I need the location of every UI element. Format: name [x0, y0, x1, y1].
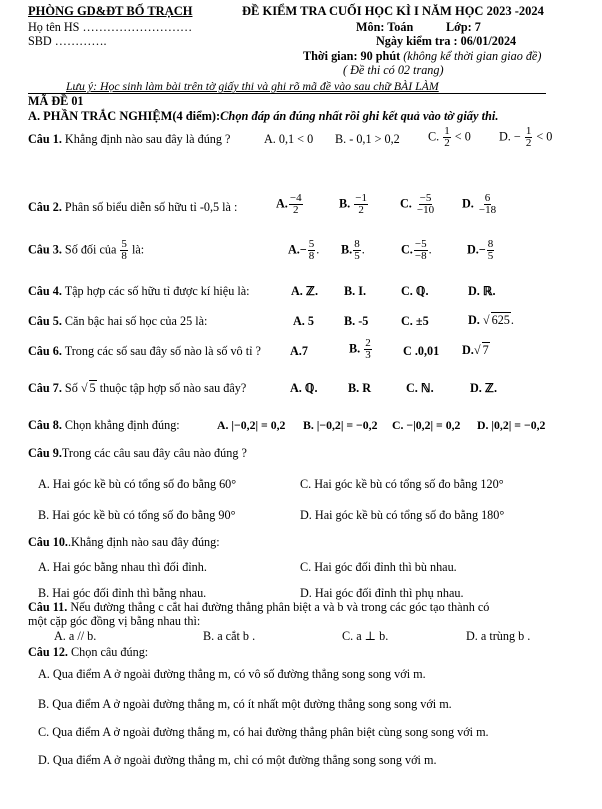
question-12: Câu 12. Chọn câu đúng:	[28, 645, 149, 659]
question-9: Câu 9.Trong các câu sau đây câu nào đúng ?	[28, 446, 247, 460]
q10-option-a: A. Hai góc bằng nhau thì đối đỉnh.	[38, 560, 207, 574]
q2-option-a: A. $\frac{-4}{2}$	[276, 192, 302, 216]
q9-option-a: A. Hai góc kề bù có tổng số đo bằng 60°	[38, 477, 237, 491]
question-1	[28, 132, 230, 147]
question-6: Câu 6. Trong các số sau đây số nào là số vô tỉ ?	[28, 344, 261, 358]
exam-time	[303, 49, 541, 64]
q4-option-a: A. ℤ.	[291, 284, 319, 298]
q12-option-c: C. Qua điểm A ở ngoài đường thẳng m, có hai đường thẳng phân biệt cùng song song với m.	[38, 725, 489, 739]
q3-option-d: D.− $\frac{8}{5}$	[467, 238, 494, 262]
grade: Lớp: 7	[446, 20, 481, 34]
section-a-instruction: Chọn đáp án đúng nhất rồi ghi kết quả vào tờ giấy thi.	[220, 109, 499, 123]
q12-option-a: A. Qua điểm A ở ngoài đường thẳng m, có vô số đường thẳng song song với m.	[38, 667, 426, 681]
section-a-title: A. PHẦN TRẮC NGHIỆM(4 điểm):	[28, 109, 221, 123]
q1-option-b: B. - 0,1 > 0,2	[335, 132, 400, 146]
q1-option-a: A. 0,1 < 0	[264, 132, 314, 146]
question-label: Câu 1.	[28, 132, 62, 146]
q3-option-c: C. $\frac{-5}{-8}$ .	[401, 238, 432, 262]
q8-option-a: A. |−0,2| = 0,2	[217, 418, 286, 432]
notice: Lưu ý: Học sinh làm bài trên tờ giấy thi và ghi rõ mã đề vào sau chữ BÀI LÀM	[66, 79, 439, 93]
q5-option-a: A. 5	[293, 314, 314, 328]
time-label: Thời gian: 90 phút	[303, 49, 401, 63]
question-10: Câu 10..Khẳng định nào sau đây đúng:	[28, 535, 220, 549]
question-text: Khẳng định nào sau đây là đúng ?	[64, 132, 231, 146]
q12-option-d: D. Qua điểm A ở ngoài đường thẳng m, chỉ có một đường thẳng song song với m.	[38, 753, 437, 767]
radicand: 7	[482, 343, 489, 357]
q2-option-b: B. $\frac{-1}{2}$	[339, 192, 367, 216]
fraction: $\frac{5}{8}$	[308, 238, 315, 262]
q2-option-c: C. $\frac{-5}{-10}$	[400, 192, 435, 216]
q11-option-c: C. a ⊥ b.	[342, 629, 389, 643]
q12-option-b: B. Qua điểm A ở ngoài đường thẳng m, có ít nhất một đường thẳng song song với m.	[38, 697, 452, 711]
fraction: $\frac{5}{8}$	[121, 238, 127, 262]
question-2: Câu 2. Phân số biểu diễn số hữu tỉ -0,5 là :	[28, 200, 238, 214]
q1-option-c: C. $\frac{1}{2}$ < 0	[428, 125, 471, 149]
org-name: PHÒNG GD&ĐT BỐ TRẠCH	[28, 4, 193, 18]
q5-option-b: B. -5	[344, 314, 369, 328]
pages-note: ( Đề thi có 02 trang)	[343, 63, 444, 77]
q7-option-b: B. R	[348, 381, 372, 395]
q9-option-b: B. Hai góc kề bù có tổng số đo bằng 90°	[38, 508, 236, 522]
exam-title: ĐỀ KIỂM TRA CUỐI HỌC KÌ I NĂM HỌC 2023 -2024	[242, 4, 544, 18]
q5-option-d: D. √ 625.	[468, 313, 514, 327]
q4-option-b: B. I.	[344, 284, 367, 298]
q10-option-b: B. Hai góc đối đỉnh thì bằng nhau.	[38, 586, 207, 600]
q10-option-d: D. Hai góc đối đỉnh thì phụ nhau.	[300, 586, 464, 600]
q6-option-b: B. $\frac{2}{3}$	[349, 337, 371, 361]
q6-option-d: D.√ 7	[462, 343, 489, 357]
section-a-heading	[28, 109, 498, 124]
q11-option-b: B. a cắt b .	[203, 629, 256, 643]
student-name-field: Họ tên HS ………………………	[28, 20, 193, 34]
q6-option-a: A.7	[290, 344, 308, 358]
q8-option-c: C. −|0,2| = 0,2	[392, 418, 461, 432]
radicand: 625	[491, 313, 510, 327]
fraction: $\frac{8}{5}$	[487, 238, 494, 262]
fraction: $\frac{2}{3}$	[365, 337, 371, 361]
question-3: Câu 3. Số đối của $\frac{5}{8}$ là:	[28, 238, 145, 262]
q3-option-a: A.− $\frac{5}{8}$ .	[288, 238, 320, 262]
fraction: $\frac{6}{-18}$	[478, 192, 497, 216]
q10-option-c: C. Hai góc đối đỉnh thì bù nhau.	[300, 560, 457, 574]
fraction: $\frac{-5}{-8}$	[414, 238, 427, 262]
question-4: Câu 4. Tập hợp các số hữu tỉ được kí hiệu là:	[28, 284, 250, 298]
fraction: $\frac{8}{5}$	[354, 238, 360, 262]
q11-option-d: D. a trùng b .	[466, 629, 531, 643]
q9-option-c: C. Hai góc kề bù có tổng số đo bằng 120°	[300, 477, 504, 491]
header-divider	[28, 93, 546, 94]
fraction: $\frac{-5}{-10}$	[416, 192, 435, 216]
fraction: $\frac{1}{2}$	[525, 125, 532, 149]
exam-date: Ngày kiểm tra : 06/01/2024	[376, 34, 517, 48]
radicand: 5	[89, 381, 96, 395]
question-7: Câu 7. Số √ 5 thuộc tập hợp số nào sau đây?	[28, 381, 247, 395]
q5-option-c: C. ±5	[401, 314, 429, 328]
q2-option-d: D. $\frac{6}{-18}$	[462, 192, 497, 216]
q7-option-c: C. ℕ.	[406, 381, 434, 395]
q3-option-b: B. $\frac{8}{5}$ .	[341, 238, 365, 262]
q8-option-b: B. |−0,2| = −0,2	[303, 418, 378, 432]
subject: Môn: Toán	[356, 20, 414, 34]
fraction: $\frac{-1}{2}$	[355, 192, 367, 216]
question-5: Câu 5. Căn bậc hai số học của 25 là:	[28, 314, 208, 328]
question-8: Câu 8. Chọn khẳng định đúng:	[28, 418, 180, 432]
exam-code: MÃ ĐỀ 01	[28, 94, 84, 108]
fraction: $\frac{-4}{2}$	[289, 192, 302, 216]
q4-option-d: D. ℝ.	[468, 284, 496, 298]
question-11-line-2: một cặp góc đồng vị bằng nhau thì:	[28, 614, 201, 628]
q11-option-a: A. a // b.	[54, 629, 97, 643]
time-note: (không kể thời gian giao đề)	[403, 49, 542, 63]
q6-option-c: C .0,01	[403, 344, 440, 358]
q4-option-c: C. ℚ.	[401, 284, 429, 298]
sbd-field: SBD ………….	[28, 34, 107, 48]
q7-option-d: D. ℤ.	[470, 381, 498, 395]
fraction: $\frac{1}{2}$	[444, 125, 450, 149]
q8-option-d: D. |0,2| = −0,2	[477, 418, 546, 432]
q7-option-a: A. ℚ.	[290, 381, 318, 395]
q9-option-d: D. Hai góc kề bù có tổng số đo bằng 180°	[300, 508, 505, 522]
question-11: Câu 11. Nếu đường thẳng c cắt hai đường thẳng phân biệt a và b và trong các góc tạo thành có	[28, 600, 490, 614]
q1-option-d: D. − $\frac{1}{2}$ < 0	[499, 125, 553, 149]
